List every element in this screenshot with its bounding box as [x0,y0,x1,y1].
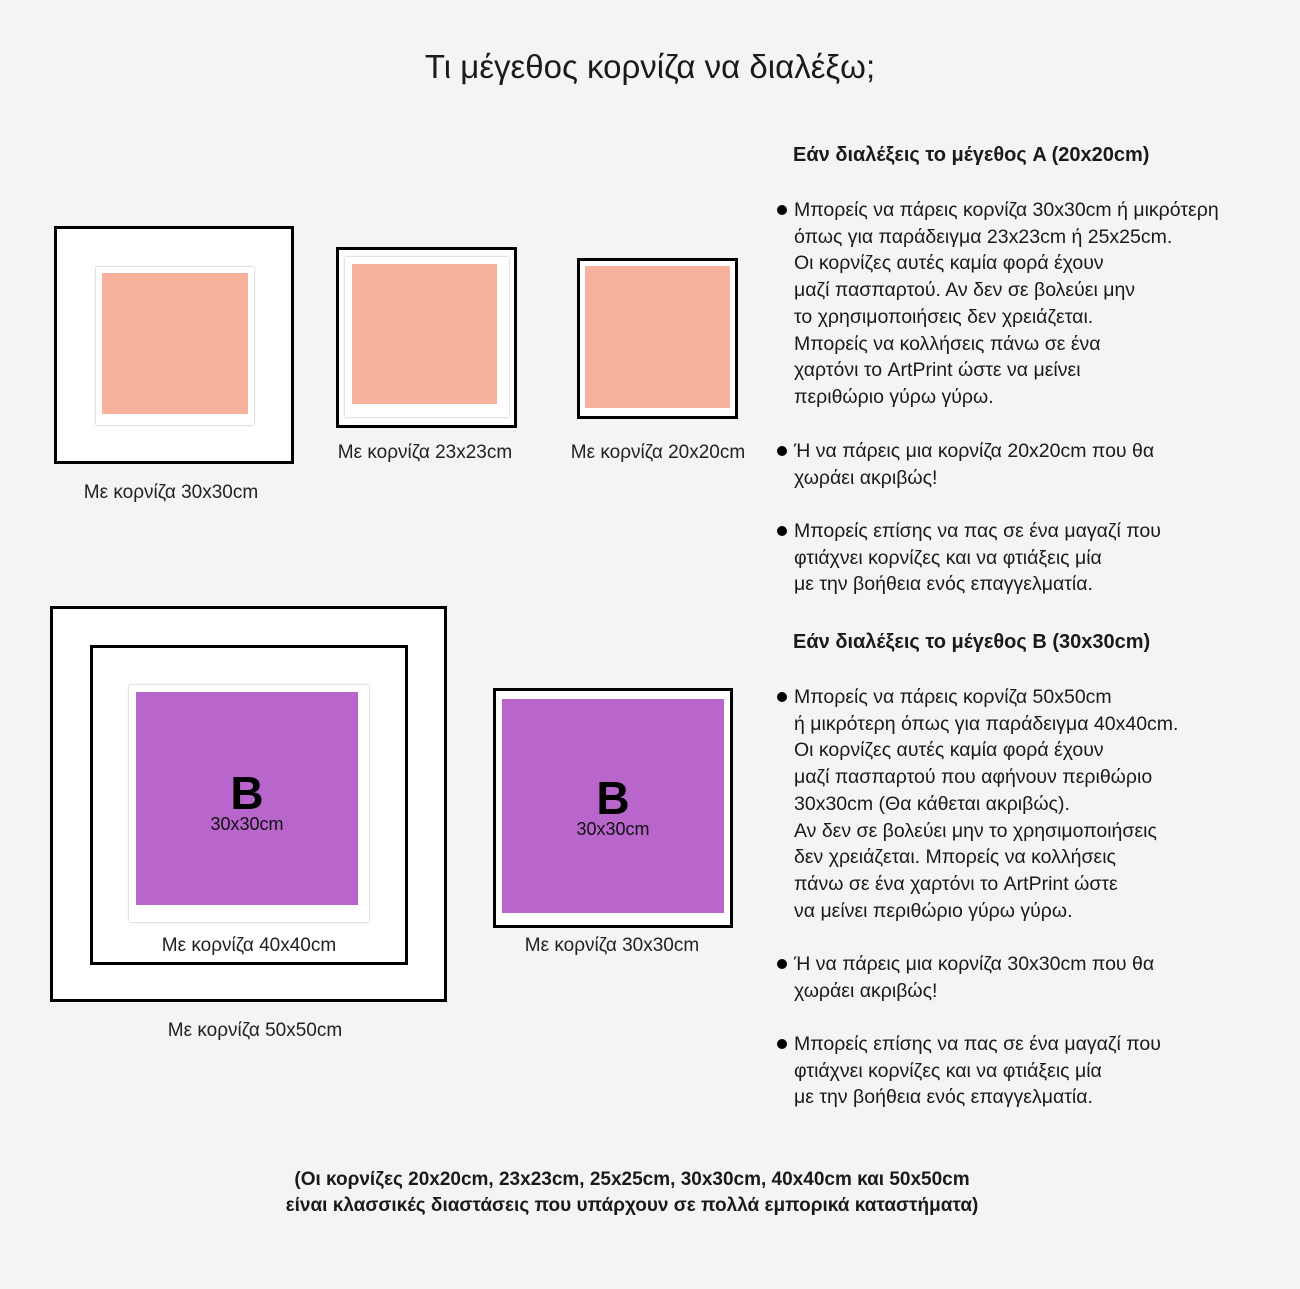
size-label-b: 30x30cm [576,819,650,839]
frame-b-30x30 [493,688,733,928]
footer-line-1: (Οι κορνίζες 20x20cm, 23x23cm, 25x25cm, 30x30cm, 40x40cm και 50x50cm [294,1169,970,1190]
section-a-title: Εάν διαλέξεις το μέγεθος A (20x20cm) [793,144,1150,166]
page-title: Τι μέγεθος κορνίζα να διαλέξω; [424,48,876,85]
artprint-a [585,266,730,408]
section-a-bullet-1: Μπορείς να πάρεις κορνίζα 30x30cm ή μικρότερη όπως για παράδειγμα 23x23cm ή 25x25cm. Οι κορνίζες αυτές καμία φορά έχουν μαζί πασπαρτού. Αν δεν σε βολεύει μην το χρησιμοποιήσεις δεν χρειάζεται. Μπορείς να κολλήσεις πάνω σε ένα χαρτόνι το ArtPrint ώστε να μείνει περιθώριο γύρω γύρω. [794,199,1219,408]
section-b-bullet-1: Μπορείς να πάρεις κορνίζα 50x50cm ή μικρότερη όπως για παράδειγμα 40x40cm. Οι κορνίζες αυτές καμία φορά έχουν μαζί πασπαρτού που αφήνουν περιθώριο 30x30cm (Θα κάθεται ακριβώς). Αν δεν σε βολεύει μην το χρησιμοποιήσεις δεν χρειάζεται. Μπορείς να κολλήσεις πάνω σε ένα χαρτόνι το ArtPrint ώστε να μείνει περιθώριο γύρω γύρω. [794,686,1179,922]
artprint-b [136,692,358,905]
frame-b-50x50 [50,606,447,1002]
footer-note [0,1167,1264,1219]
frame-a-23x23 [336,247,517,428]
bullet-icon [777,446,787,456]
size-letter-b: B [230,767,264,819]
bullet-icon [777,526,787,536]
frame-a-20x20 [577,258,738,419]
caption-b-50x50: Με κορνίζα 50x50cm [167,1020,343,1041]
bullet-icon [777,959,787,969]
bullet-icon [777,1039,787,1049]
bullet-icon [777,205,787,215]
frame-a-30x30 [54,226,294,464]
section-a-bullet-3: Μπορείς επίσης να πας σε ένα μαγαζί που φτιάχνει κορνίζες και να φτιάξεις μία με την βοήθεια ενός επαγγελματία. [794,520,1161,596]
size-label-b: 30x30cm [210,814,284,834]
footer-line-2: είναι κλασσικές διαστάσεις που υπάρχουν σε πολλά εμπορικά καταστήματα) [285,1195,979,1216]
caption-b-40x40: Με κορνίζα 40x40cm [161,935,337,956]
bullet-icon [777,692,787,702]
section-b-bullet-3: Μπορείς επίσης να πας σε ένα μαγαζί που φτιάχνει κορνίζες και να φτιάξεις μία με την βοήθεια ενός επαγγελματία. [794,1033,1161,1109]
artprint-b [502,699,724,913]
passepartout [96,267,254,425]
caption-b-30x30: Με κορνίζα 30x30cm [524,935,700,956]
size-letter-b: B [596,772,630,824]
caption-a-20x20: Με κορνίζα 20x20cm [570,442,746,463]
section-a-bullet-2: Ή να πάρεις μια κορνίζα 20x20cm που θα χωράει ακριβώς! [794,440,1155,489]
caption-a-30x30: Με κορνίζα 30x30cm [83,482,259,503]
passepartout [345,257,509,417]
passepartout [129,685,369,922]
section-b-bullet-2: Ή να πάρεις μια κορνίζα 30x30cm που θα χωράει ακριβώς! [794,953,1155,1002]
frame-b-40x40 [90,645,408,965]
artprint-a [102,273,248,414]
artprint-a [352,264,497,404]
section-b-title: Εάν διαλέξεις το μέγεθος B (30x30cm) [793,631,1151,653]
caption-a-23x23: Με κορνίζα 23x23cm [337,442,513,463]
